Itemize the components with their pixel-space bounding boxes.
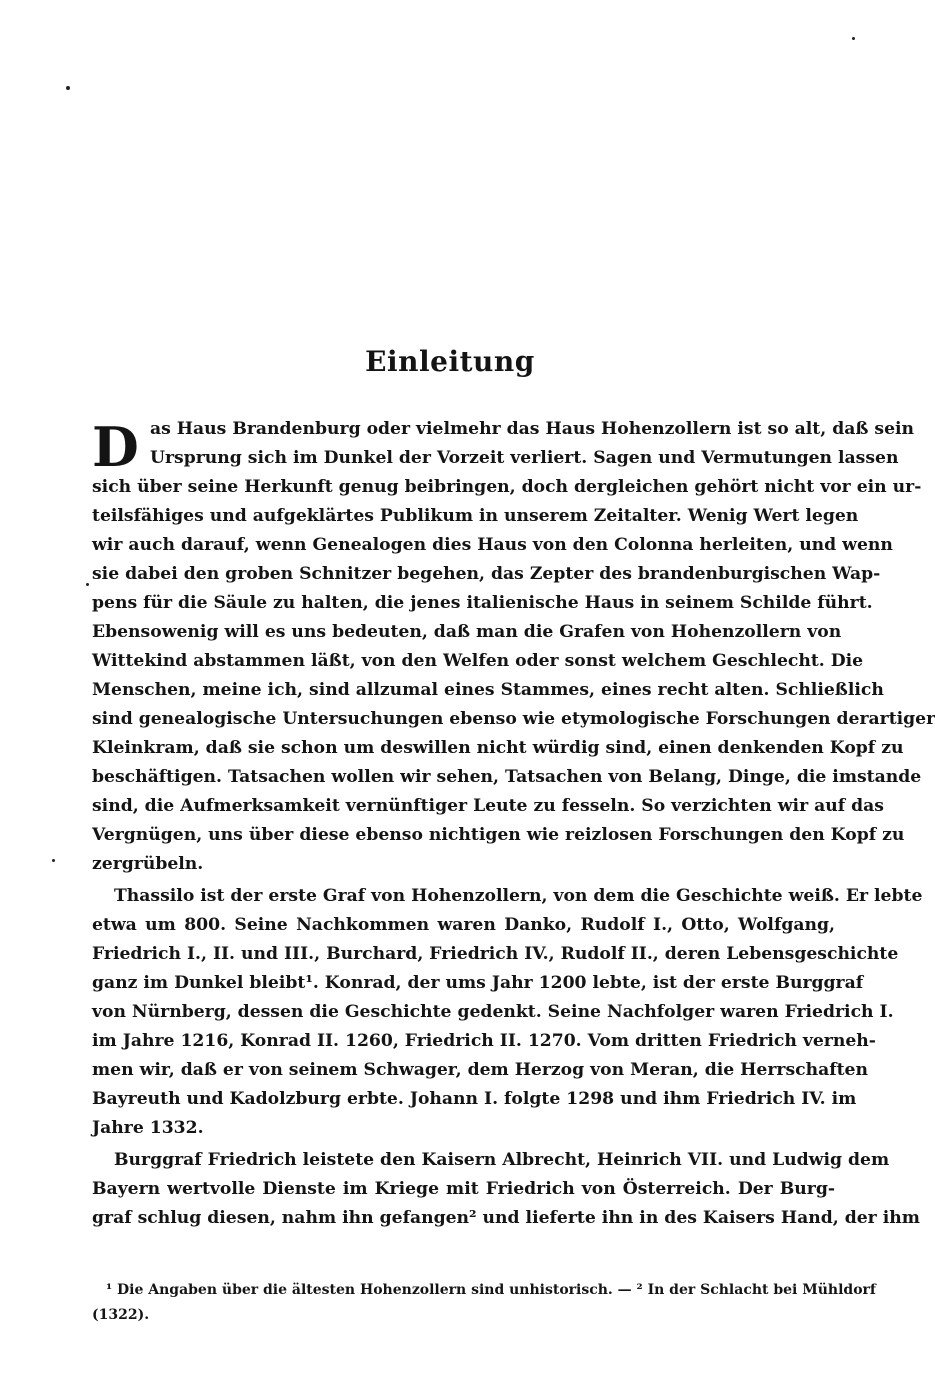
ink-speck: [86, 583, 89, 586]
text-line: sie dabei den groben Schnitzer begehen, das Zepter des brandenburgischen Wap-: [92, 564, 881, 584]
text-line: Burggraf Friedrich leistete den Kaisern Albrecht, Heinrich VII. und Ludwig dem: [114, 1150, 890, 1170]
text-line: Menschen, meine ich, sind allzumal eines Stammes, eines recht alten. Schließlich: [92, 680, 884, 700]
chapter-title: Einleitung: [365, 345, 535, 378]
text-line: teilsfähiges und aufgeklärtes Publikum in unserem Zeitalter. Wenig Wert legen: [92, 506, 859, 526]
paragraph: [92, 1146, 920, 1233]
text-line: Friedrich I., II. und III., Burchard, Friedrich IV., Rudolf II., deren Lebensgeschichte: [92, 944, 899, 964]
text-line: Jahre 1332.: [92, 1118, 204, 1138]
footnote-line: ¹ Die Angaben über die ältesten Hohenzollern sind unhistorisch. — ² In der Schlacht bei Mühldorf: [106, 1282, 876, 1298]
text-line: im Jahre 1216, Konrad II. 1260, Friedrich II. 1270. Vom dritten Friedrich verneh-: [92, 1031, 876, 1051]
text-line: as Haus Brandenburg oder vielmehr das Haus Hohenzollern ist so alt, daß sein: [150, 419, 915, 439]
text-line: sind genealogische Untersuchungen ebenso wie etymologische Forschungen derartiger: [92, 709, 935, 729]
text-line: wir auch darauf, wenn Genealogen dies Haus von den Colonna herleiten, und wenn: [92, 535, 893, 555]
text-line: sind, die Aufmerksamkeit vernünftiger Leute zu fesseln. So verzichten wir auf das: [92, 796, 884, 816]
text-line: Bayern wertvolle Dienste im Kriege mit Friedrich von Österreich. Der Burg-: [92, 1179, 835, 1199]
text-line: Thassilo ist der erste Graf von Hohenzollern, von dem die Geschichte weiß. Er lebte: [114, 886, 923, 906]
ink-speck: [66, 86, 70, 90]
footnote-line: (1322).: [92, 1307, 150, 1323]
ink-speck: [52, 859, 55, 862]
text-line: pens für die Säule zu halten, die jenes italienische Haus in seinem Schilde führt.: [92, 593, 873, 613]
ink-speck: [852, 37, 855, 40]
text-line: zergrübeln.: [92, 854, 204, 874]
paragraph: [92, 882, 923, 1143]
text-line: beschäftigen. Tatsachen wollen wir sehen, Tatsachen von Belang, Dinge, die imstande: [92, 767, 922, 787]
paragraph: [92, 415, 935, 879]
body-text: [92, 415, 935, 1233]
text-line: Kleinkram, daß sie schon um deswillen nicht würdig sind, einen denkenden Kopf zu: [92, 738, 904, 758]
text-line: Vergnügen, uns über diese ebenso nichtigen wie reizlosen Forschungen den Kopf zu: [92, 825, 905, 845]
text-line: ganz im Dunkel bleibt¹. Konrad, der ums Jahr 1200 lebte, ist der erste Burggraf: [92, 973, 864, 993]
drop-cap: D: [92, 415, 139, 479]
text-line: von Nürnberg, dessen die Geschichte gedenkt. Seine Nachfolger waren Friedrich I.: [92, 1002, 894, 1022]
footnote: [92, 1278, 876, 1328]
text-line: Ebensowenig will es uns bedeuten, daß man die Grafen von Hohenzollern von: [92, 622, 842, 642]
text-line: graf schlug diesen, nahm ihn gefangen² und lieferte ihn in des Kaisers Hand, der ihm: [92, 1208, 920, 1228]
text-line: Ursprung sich im Dunkel der Vorzeit verliert. Sagen und Vermutungen lassen: [150, 448, 899, 468]
text-line: men wir, daß er von seinem Schwager, dem Herzog von Meran, die Herrschaften: [92, 1060, 868, 1080]
text-line: Bayreuth und Kadolzburg erbte. Johann I. folgte 1298 und ihm Friedrich IV. im: [92, 1089, 857, 1109]
text-line: sich über seine Herkunft genug beibringen, doch dergleichen gehört nicht vor ein ur-: [92, 477, 922, 497]
text-line: etwa um 800. Seine Nachkommen waren Danko, Rudolf I., Otto, Wolfgang,: [92, 915, 835, 935]
text-line: Wittekind abstammen läßt, von den Welfen oder sonst welchem Geschlecht. Die: [92, 651, 864, 671]
